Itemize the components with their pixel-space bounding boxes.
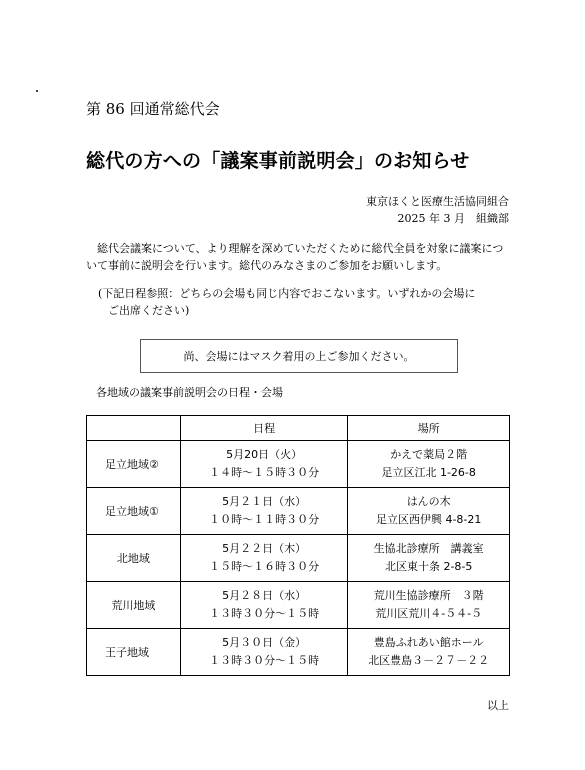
time-text: １３時３０分～１５時 <box>209 607 320 620</box>
table-row <box>87 582 510 629</box>
intro-paragraph: 総代会議案について、より理解を深めていただくために総代全員を対象に議案について事前に説明会を行います。総代のみなさまのご参加をお願いします。 <box>86 242 504 272</box>
schedule-cell <box>180 582 348 629</box>
venue-name: 荒川生協診療所 ３階 <box>373 589 484 602</box>
schedule-cell <box>180 535 348 582</box>
venue-cell <box>348 629 510 676</box>
margin-dot <box>36 90 38 92</box>
schedule-cell <box>180 629 348 676</box>
table-header-row <box>87 416 510 441</box>
date-text: 5月３０日（金） <box>222 636 307 649</box>
venue-name: 豊島ふれあい館ホール <box>373 636 484 649</box>
table-row <box>87 488 510 535</box>
venue-name: はんの木 <box>406 495 451 508</box>
venue-cell <box>348 488 510 535</box>
schedule-cell <box>180 488 348 535</box>
venue-name: かえで薬局２階 <box>390 448 468 461</box>
venue-cell <box>348 535 510 582</box>
area-cell: 王子地域 <box>87 629 181 676</box>
area-cell: 荒川地域 <box>87 582 181 629</box>
schedule-table <box>86 415 510 676</box>
venue-address: 荒川区荒川４-５４-５ <box>375 607 483 620</box>
date-text: 5月２２日（木） <box>222 542 307 555</box>
venue-address: 足立区江北 1-26-8 <box>381 466 476 479</box>
closing-mark: 以上 <box>487 699 509 712</box>
table-row <box>87 535 510 582</box>
schedule-note-line1: (下記日程参照：どちらの会場も同じ内容でおこないます。いずれかの会場に <box>98 287 476 300</box>
time-text: １３時３０分～１５時 <box>209 654 320 667</box>
date-text: 5月２１日（水） <box>222 495 307 508</box>
header-date: 日程 <box>180 416 348 441</box>
meeting-name: 第 86 回通常総代会 <box>86 100 220 118</box>
venue-address: 北区東十条 2-8-5 <box>384 560 473 573</box>
organization-name: 東京ほくと医療生活協同組合 <box>366 195 509 208</box>
area-cell: 北地域 <box>87 535 181 582</box>
venue-cell <box>348 582 510 629</box>
schedule-note-line2: ご出席ください) <box>108 304 190 317</box>
time-text: １４時～１５時３０分 <box>209 466 320 479</box>
schedule-note <box>98 285 512 319</box>
time-text: １０時～１１時３０分 <box>209 513 320 526</box>
date-department: 2025 年 3 月 組織部 <box>397 212 509 225</box>
table-row <box>87 629 510 676</box>
date-text: 5月20日（火） <box>226 448 303 461</box>
mask-notice-text: 尚、会場にはマスク着用の上ご参加ください。 <box>183 350 415 363</box>
area-cell: 足立地域② <box>87 441 181 488</box>
header-venue: 場所 <box>348 416 510 441</box>
schedule-cell <box>180 441 348 488</box>
time-text: １５時～１６時３０分 <box>209 560 320 573</box>
venue-address: 北区豊島３－２７－２２ <box>368 654 490 667</box>
area-cell: 足立地域① <box>87 488 181 535</box>
date-text: 5月２８日（水） <box>222 589 307 602</box>
venue-address: 足立区西伊興 4-8-21 <box>375 513 482 526</box>
document-title: 総代の方への「議案事前説明会」のお知らせ <box>86 150 470 172</box>
table-row <box>87 441 510 488</box>
venue-cell <box>348 441 510 488</box>
header-area <box>87 416 181 441</box>
mask-notice-box <box>140 339 458 373</box>
schedule-title: 各地域の議案事前説明会の日程・会場 <box>96 386 283 399</box>
venue-name: 生協北診療所 講義室 <box>373 542 484 555</box>
